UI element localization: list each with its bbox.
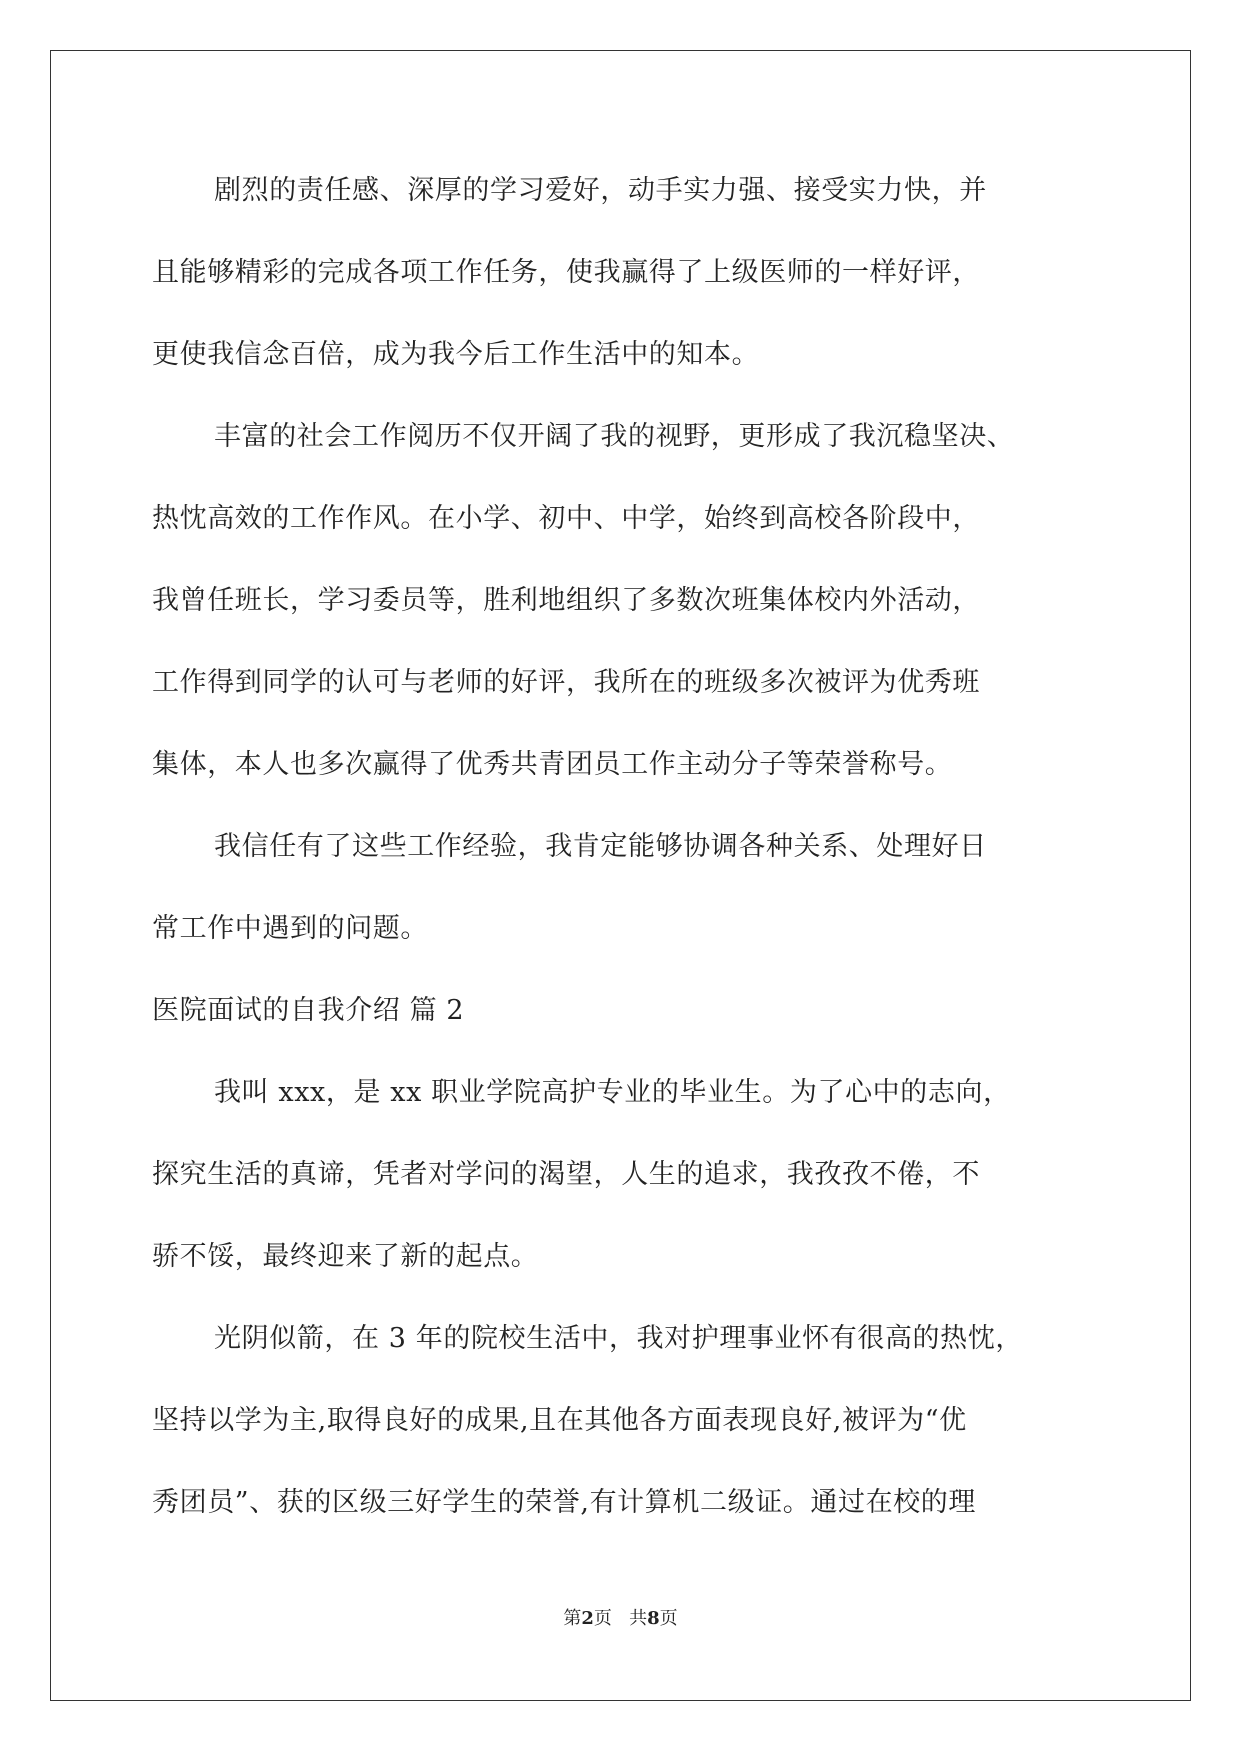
section-heading: 医院面试的自我介绍 篇 2 — [152, 995, 465, 1026]
paragraph-line: 工作得到同学的认可与老师的好评，我所在的班级多次被评为优秀班 — [152, 667, 980, 698]
paragraph-line: 且能够精彩的完成各项工作任务，使我赢得了上级医师的一样好评， — [152, 257, 980, 288]
paragraph-line: 探究生活的真谛，凭者对学问的渴望，人生的追求，我孜孜不倦，不 — [152, 1159, 980, 1190]
total-pages: 8 — [647, 1608, 660, 1629]
paragraph-line: 常工作中遇到的问题。 — [152, 913, 428, 944]
page-border — [50, 50, 1191, 1701]
paragraph-line: 集体，本人也多次赢得了优秀共青团员工作主动分子等荣誉称号。 — [152, 749, 953, 780]
total-suffix: 页 — [659, 1608, 678, 1629]
page-prefix: 第 — [563, 1608, 582, 1629]
page-number: 2 — [581, 1608, 594, 1629]
total-prefix: 共 — [629, 1608, 648, 1629]
page-suffix: 页 — [593, 1608, 612, 1629]
paragraph-line: 更使我信念百倍，成为我今后工作生活中的知本。 — [152, 339, 760, 370]
page-footer — [0, 1608, 1241, 1630]
paragraph-line: 秀团员”、获的区级三好学生的荣誉,有计算机二级证。通过在校的理 — [152, 1487, 976, 1518]
paragraph-line: 我信任有了这些工作经验，我肯定能够协调各种关系、处理好日 — [214, 831, 987, 862]
paragraph-line: 我曾任班长，学习委员等，胜利地组织了多数次班集体校内外活动， — [152, 585, 980, 616]
paragraph-line: 丰富的社会工作阅历不仅开阔了我的视野，更形成了我沉稳坚决、 — [214, 421, 1015, 452]
paragraph-line: 光阴似箭，在 3 年的院校生活中，我对护理事业怀有很高的热忱， — [214, 1323, 1023, 1354]
paragraph-line: 剧烈的责任感、深厚的学习爱好，动手实力强、接受实力快，并 — [214, 175, 987, 206]
paragraph-line: 热忱高效的工作作风。在小学、初中、中学，始终到高校各阶段中， — [152, 503, 980, 534]
paragraph-line: 坚持以学为主,取得良好的成果,且在其他各方面表现良好,被评为“优 — [152, 1405, 967, 1436]
paragraph-line: 骄不馁，最终迎来了新的起点。 — [152, 1241, 539, 1272]
paragraph-line: 我叫 xxx，是 xx 职业学院高护专业的毕业生。为了心中的志向， — [214, 1077, 1011, 1108]
